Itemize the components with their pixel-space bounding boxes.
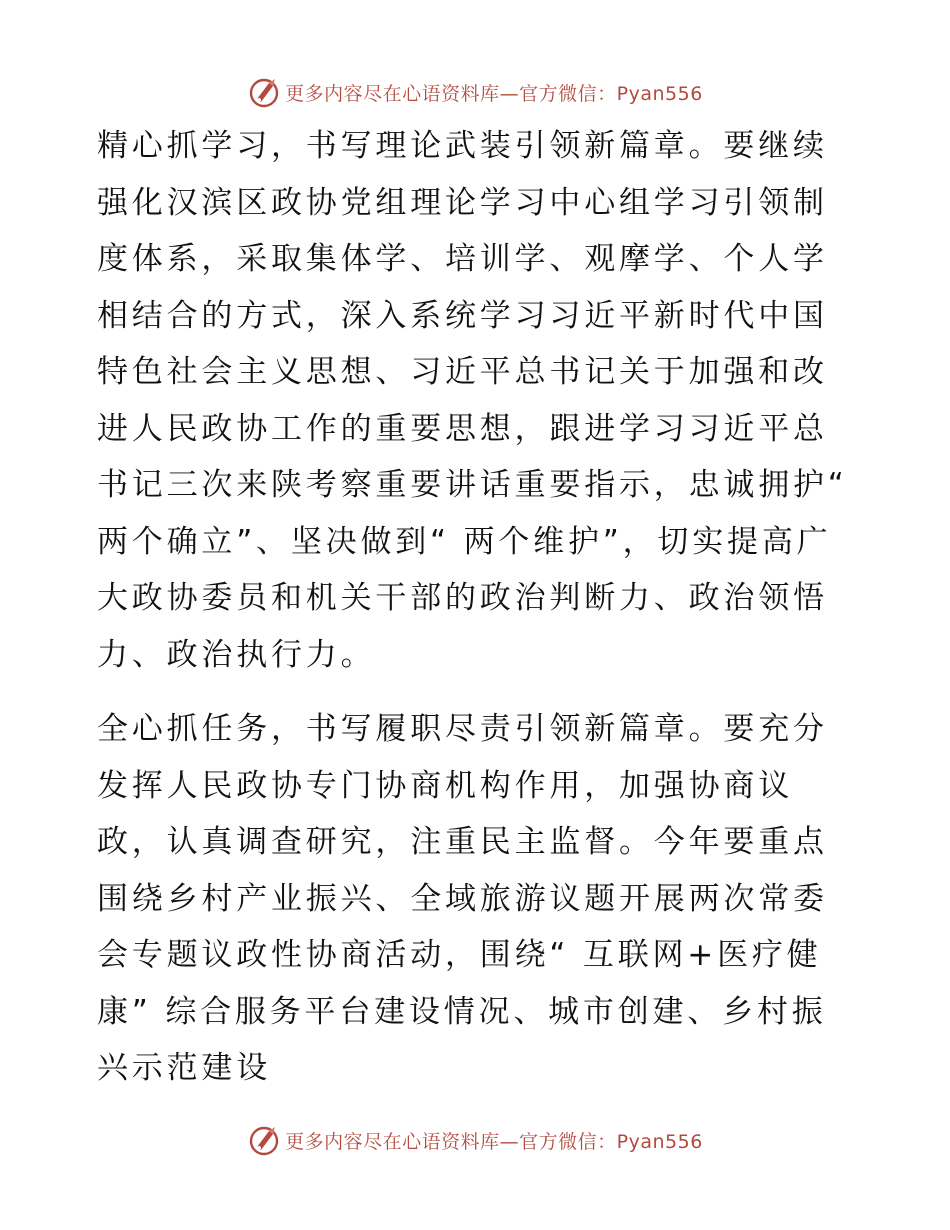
footer-banner	[0, 1120, 950, 1160]
paragraph-study: 精心抓学习，书写理论武装引领新篇章。要继续强化汉滨区政协党组理论学习中心组学习引领制度体系，采取集体学、培训学、观摩学、个人学相结合的方式，深入系统学习习近平新时代中国特色社会主义思想、习近平总书记关于加强和改进人民政协工作的重要思想，跟进学习习近平总书记三次来陕考察重要讲话重要指示，忠诚拥护“ 两个确立”、坚决做到“ 两个维护”，切实提高广大政协委员和机关干部的政治判断力、政治领悟力、政治执行力。	[97, 128, 848, 673]
document-body	[97, 118, 853, 1097]
brand-logo-icon	[247, 1123, 281, 1157]
footer-wechat-text: 官方微信：Pyan556	[519, 1130, 703, 1153]
footer-promo-text: 更多内容尽在心语资料库	[285, 1130, 500, 1153]
header-wechat-text: 官方微信：Pyan556	[519, 82, 703, 105]
header-separator: —	[499, 82, 520, 105]
footer-banner-text	[285, 1127, 703, 1154]
footer-separator: —	[499, 1130, 520, 1153]
header-promo-text: 更多内容尽在心语资料库	[285, 82, 500, 105]
paragraph-tasks: 全心抓任务，书写履职尽责引领新篇章。要充分发挥人民政协专门协商机构作用，加强协商议政，认真调查研究，注重民主监督。今年要重点围绕乡村产业振兴、全域旅游议题开展两次常委会专题议政性协商活动，围绕“ 互联网+医疗健康” 综合服务平台建设情况、城市创建、乡村振兴示范建设	[97, 711, 828, 1086]
brand-logo-icon	[247, 75, 281, 109]
header-banner	[0, 72, 950, 112]
header-banner-text	[285, 79, 703, 106]
